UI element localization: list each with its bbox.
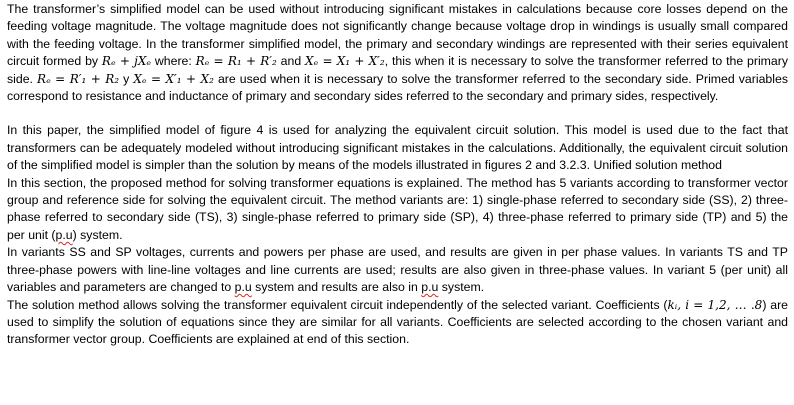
spellcheck-word: p.u <box>234 280 252 295</box>
paragraph-method-variants <box>7 175 788 245</box>
math-series-impedance: Rₑ + jXₑ <box>101 54 152 69</box>
math-re-primary: Rₑ = R₁ + R′₂ <box>195 54 277 69</box>
math-coefficients: kᵢ, i = 1,2, … .8 <box>667 297 763 312</box>
paragraph-variant-values <box>7 244 788 296</box>
text-span: In variants SS and SP voltages, currents and powers per phase are used, and results are given in per phase values. In variants TS and TP three-phase powers with line-line voltages and line currents are used; results are also given in three-phase values. In variant 5 (per unit) all variables and parameters are changed to <box>7 245 788 295</box>
math-xe-secondary: Xₑ = X′₁ + X₂ <box>133 71 214 86</box>
math-re-secondary: Rₑ = R′₁ + R₂ <box>37 71 120 86</box>
math-xe-primary: Xₑ = X₁ + X′₂ <box>305 54 385 69</box>
text-span: where: <box>151 54 196 69</box>
text-span: y <box>119 71 134 86</box>
text-span: ) system. <box>72 227 123 242</box>
text-span: The solution method allows solving the transformer equivalent circuit independently of the selected variant. Coefficients ( <box>7 297 668 312</box>
spellcheck-word: p.u <box>421 280 439 295</box>
text-span: system. <box>438 280 485 295</box>
text-span: The transformer’s simplified model can be used without introducing significant mistakes in calculations because core losses depend on the feeding voltage magnitude. The voltage magnitude does not significantly change because voltage drop in windings is usually small compared with the feeding voltage. In the transformer simplified model, the primary and secondary windings are represented with their series equivalent circuit formed by <box>7 2 788 69</box>
text-span: , this when it is necessary to solve the transformer referred to the primary side. <box>7 54 789 86</box>
paragraph-coefficients <box>7 297 788 349</box>
text-span: are used when it is necessary to solve the transformer referred to the secondary side. Primed variables correspond to resistance and inductance of primary and secondary sides referred to the secondary and primary sides, respectively. <box>7 71 788 104</box>
text-span: system and results are also in <box>251 280 422 295</box>
text-span: ) are used to simplify the solution of equations since they are similar for all variants. Coefficients are selected according to the chosen variant and transformer vector group. Coefficients are explained at end of this section. <box>7 297 789 347</box>
text-span: In this section, the proposed method for solving transformer equations is explained. The method has 5 variants according to transformer vector group and reference side for solving the equivalent circuit. The method variants are: 1) single-phase referred to secondary side (SS), 2) three-phase referred to secondary side (TS), 3) single-phase referred to primary side (SP), 4) three-phase referred to primary side (TP) and 5) the per unit ( <box>7 175 788 242</box>
paragraph-gap <box>7 105 788 122</box>
text-span: and <box>276 54 306 69</box>
paragraph-simplified-model <box>7 1 788 105</box>
spellcheck-word: p.u <box>55 227 73 242</box>
paragraph-model-choice: In this paper, the simplified model of figure 4 is used for analyzing the equivalent circuit solution. This model is used due to the fact that transformers can be adequately modeled without introducing significant mistakes in the calculations. Additionally, the equivalent circuit solution of the simplified model is simpler than the solution by means of the models illustrated in figures 2 and 3.2.3. Unified solution method <box>7 123 788 173</box>
